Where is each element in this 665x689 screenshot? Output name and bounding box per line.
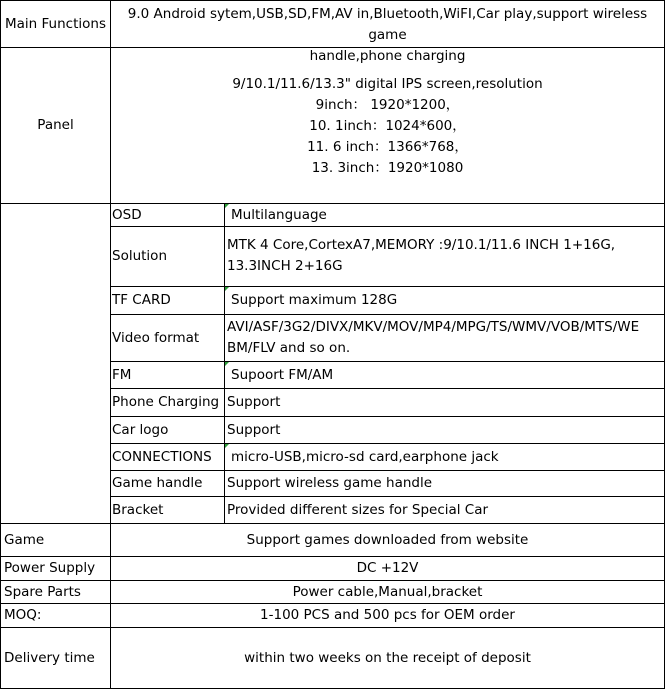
spec-value-tf-card: Support maximum 128G — [231, 292, 398, 308]
cell-marker — [225, 204, 229, 208]
moq-label: MOQ: — [4, 607, 42, 623]
panel-value — [111, 74, 664, 184]
game-value: Support games downloaded from website — [246, 531, 529, 548]
spec-label-fm: FM — [112, 366, 132, 383]
panel-line: 11. 6 inch：1366*768， — [307, 139, 468, 155]
spec-label-video-format: Video format — [112, 329, 200, 346]
game-label: Game — [4, 531, 45, 548]
delivery-time-value: within two weeks on the receipt of deposit — [244, 649, 531, 666]
spec-label-phone-charging: Phone Charging — [112, 394, 220, 410]
spec-value-osd: Multilanguage — [231, 206, 327, 223]
delivery-time-label: Delivery time — [4, 649, 95, 666]
spare-parts-value: Power cable,Manual,bracket — [292, 583, 483, 600]
panel-label: Panel — [37, 117, 74, 133]
spec-label-car-logo: Car logo — [112, 421, 169, 438]
spare-parts-label: Spare Parts — [4, 583, 81, 600]
spec-value-solution: MTK 4 Core,CortexA7,MEMORY :9/10.1/11.6 INCH 1+16G, 13.3INCH 2+16G — [227, 237, 616, 274]
panel-line: 9/10.1/11.6/13.3" digital IPS screen,resolution — [232, 76, 543, 92]
spec-value-connections: micro-USB,micro-sd card,earphone jack — [231, 448, 499, 465]
spec-label-connections: CONNECTIONS — [112, 448, 212, 465]
spec-value-bracket: Provided different sizes for Special Car — [227, 501, 489, 518]
spec-value-video-format: AVI/ASF/3G2/DIVX/MKV/MOV/MP4/MPG/TS/WMV/VOB/MTS/WE BM/FLV and so on. — [227, 319, 640, 356]
spec-label-osd: OSD — [112, 206, 142, 223]
spec-value-game-handle: Support wireless game handle — [227, 475, 433, 491]
spec-label-bracket: Bracket — [112, 501, 164, 518]
panel-line: 10. 1inch：1024*600， — [309, 118, 466, 134]
main-functions-value: 9.0 Android sytem,USB,SD,FM,AV in,Bluetooth,WiFI,Car play,support wireless game handle,phone charging — [127, 6, 648, 64]
cell-marker — [225, 444, 229, 448]
spec-value-fm: Supoort FM/AM — [231, 366, 334, 383]
panel-line: 13. 3inch：1920*1080 — [311, 160, 464, 176]
main-functions-label: Main Functions — [5, 15, 106, 32]
moq-value: 1-100 PCS and 500 pcs for OEM order — [260, 607, 515, 623]
spec-value-car-logo: Support — [227, 421, 281, 438]
spec-label-game-handle: Game handle — [112, 475, 203, 491]
power-supply-value: DC +12V — [356, 560, 419, 576]
spec-label-tf-card: TF CARD — [112, 292, 171, 308]
spec-label-solution: Solution — [112, 248, 167, 264]
power-supply-label: Power Supply — [4, 560, 96, 576]
cell-marker — [225, 362, 229, 366]
panel-line: 9inch： 1920*1200， — [315, 97, 460, 113]
spec-value-phone-charging: Support — [227, 394, 281, 410]
cell-marker — [225, 287, 229, 291]
